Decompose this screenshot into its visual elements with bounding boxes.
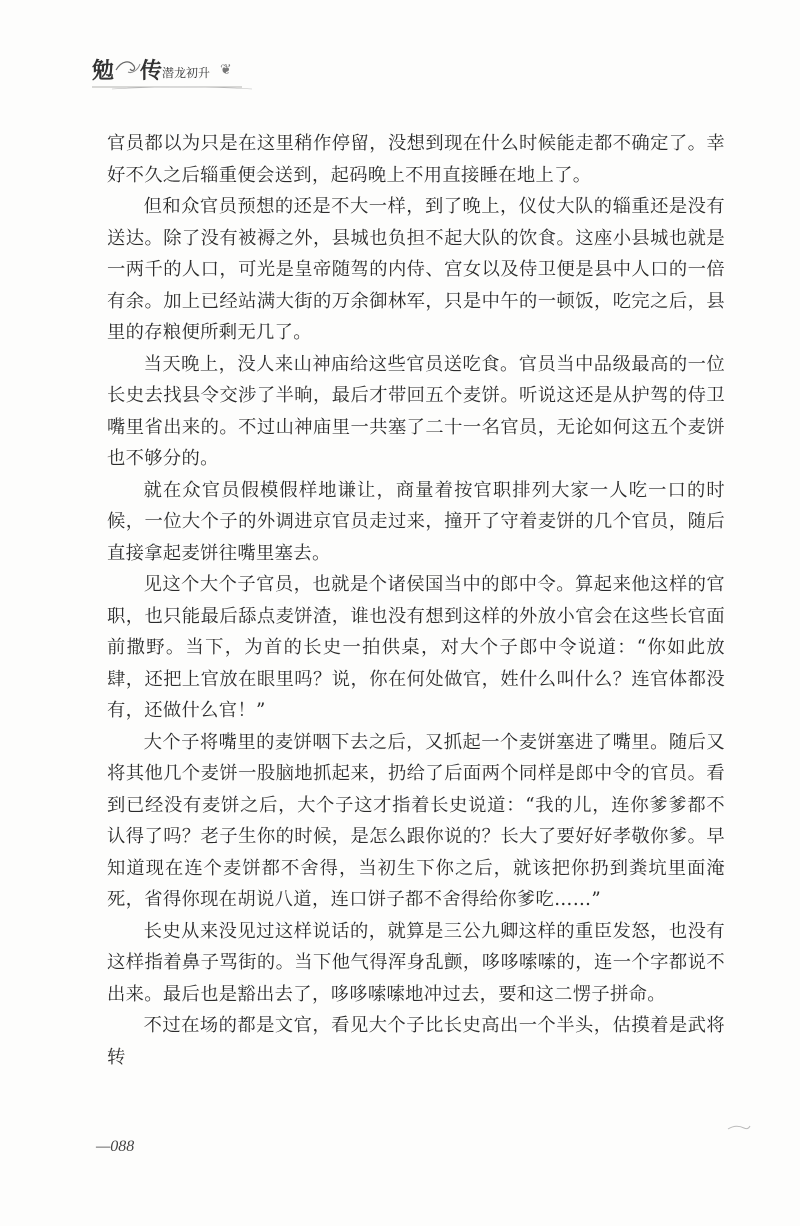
header-swirl-ornament-icon xyxy=(114,56,142,76)
paragraph: 但和众官员预想的还是不大一样，到了晚上，仪仗大队的辎重还是没有送达。除了没有被褥之外，县城也负担不起大队的饮食。这座小县城也就是一两千的人口，可光是皇帝随驾的内侍、宫女以及侍卫便是县中人口的一倍有余。加上已经站满大街的万余御林军，只是中午的一顿饭，吃完之后，县里的存粮便所剩无几了。 xyxy=(107,196,725,343)
paragraph: 不过在场的都是文官，看见大个子比长史高出一个半头，估摸着是武将转 xyxy=(107,1015,725,1068)
paragraph: 当天晚上，没人来山神庙给这些官员送吃食。官员当中品级最高的一位长史去找县令交涉了半晌，最后才带回五个麦饼。听说这还是从护驾的侍卫嘴里省出来的。不过山神庙里一共塞了二十一名官员，无论如何这五个麦饼也不够分的。 xyxy=(107,353,725,469)
header-title-char-1: 勉 xyxy=(92,58,115,84)
paragraph: 就在众官员假模假样地谦让，商量着按官职排列大家一人吃一口的时候，一位大个子的外调进京官员走过来，撞开了守着麦饼的几个官员，随后直接拿起麦饼往嘴里塞去。 xyxy=(107,479,725,564)
paragraph: 官员都以为只是在这里稍作停留，没想到现在什么时候能走都不确定了。幸好不久之后辎重便会送到，起码晚上不用直接睡在地上了。 xyxy=(107,133,725,186)
header-underline-decoration xyxy=(92,84,272,90)
running-header xyxy=(92,54,292,94)
page-body xyxy=(107,128,725,1073)
scan-smudge-mark xyxy=(726,1122,752,1132)
header-subtitle: 潜龙初升 xyxy=(162,66,211,80)
page-number: —088 xyxy=(96,1138,135,1155)
paragraph: 大个子将嘴里的麦饼咽下去之后，又抓起一个麦饼塞进了嘴里。随后又将其他几个麦饼一股脑地抓起来，扔给了后面两个同样是郎中令的官员。看到已经没有麦饼之后，大个子这才指着长史说道：“我的儿，连你爹爹都不认得了吗？老子生你的时候，是怎么跟你说的？长大了要好好孝敬你爹。早知道现在连个麦饼都不舍得，当初生下你之后，就该把你扔到粪坑里面淹死，省得你现在胡说八道，连口饼子都不舍得给你爹吃……” xyxy=(107,731,725,910)
header-flourish-icon: ❦ xyxy=(220,62,232,78)
paragraph: 长史从来没见过这样说话的，就算是三公九卿这样的重臣发怒，也没有这样指着鼻子骂街的。当下他气得浑身乱颤，哆哆嗦嗦的，连一个字都说不出来。最后也是豁出去了，哆哆嗦嗦地冲过去，要和这二愣子拼命。 xyxy=(107,920,725,1005)
paragraph: 见这个大个子官员，也就是个诸侯国当中的郎中令。算起来他这样的官职，也只能最后舔点麦饼渣，谁也没有想到这样的外放小官会在这些长官面前撒野。当下，为首的长史一拍供桌，对大个子郎中令说道：“你如此放肆，还把上官放在眼里吗？说，你在何处做官，姓什么叫什么？连官体都没有，还做什么官！” xyxy=(107,574,725,721)
header-title-char-2: 传 xyxy=(140,58,163,84)
